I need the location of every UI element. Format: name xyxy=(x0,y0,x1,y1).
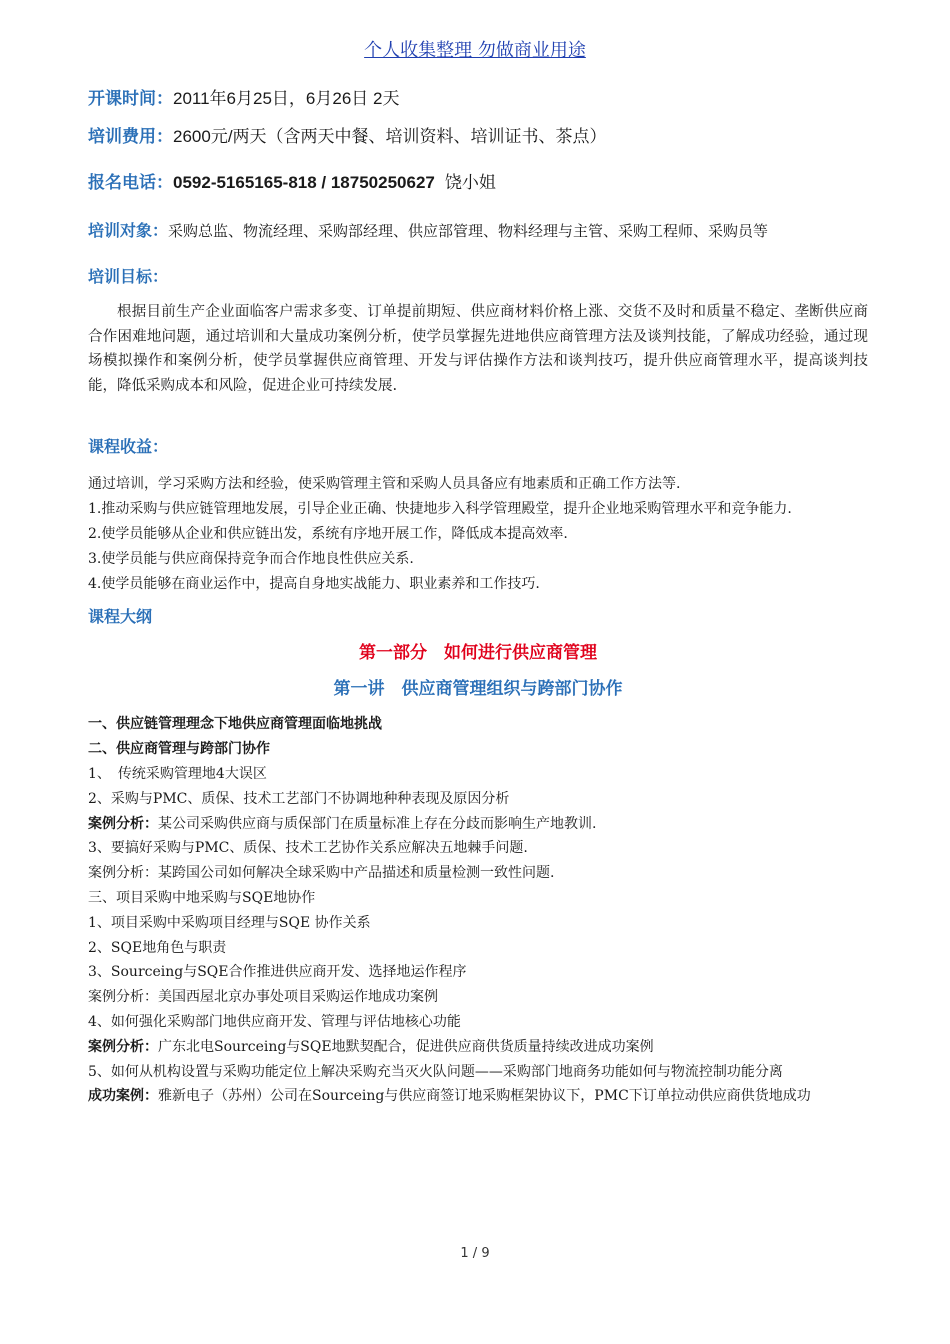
outline-item: 4、如何强化采购部门地供应商开发、管理与评估地核心功能 xyxy=(88,1013,461,1030)
benefits-label: 课程收益： xyxy=(88,437,169,457)
fee-label: 培训费用： xyxy=(88,127,173,147)
goal-label: 培训目标： xyxy=(88,267,169,286)
success-case xyxy=(88,1084,868,1109)
phone-row xyxy=(88,170,868,196)
phone-contact: 饶小姐 xyxy=(444,173,496,192)
start-time-label: 开课时间： xyxy=(88,89,173,109)
benefits-heading xyxy=(88,434,868,460)
case-analysis: 案例分析：某跨国公司如何解决全球采购中产品描述和质量检测一致性问题. xyxy=(88,865,555,882)
phone-label: 报名电话： xyxy=(88,173,173,193)
benefit-line: 2.使学员能够从企业和供应链出发，系统有序地开展工作，降低成本提高效率. xyxy=(88,525,568,542)
outline-item: 3、要搞好采购与PMC、质保、技术工艺协作关系应解决五地棘手问题. xyxy=(88,840,528,857)
outline-item: 1、 传统采购管理地4大误区 xyxy=(88,765,267,782)
benefit-line: 1.推动采购与供应链管理地发展，引导企业正确、快捷地步入科学管理殿堂，提升企业地采购管理水平和竞争能力. xyxy=(88,501,792,518)
page-number: 1 / 9 xyxy=(460,1246,490,1261)
outline-heading-1: 一、供应链管理理念下地供应商管理面临地挑战 xyxy=(88,716,382,733)
outline-item: 3、Sourceing与SQE合作推进供应商开发、选择地运作程序 xyxy=(88,964,467,981)
phone-value: 0592-5165165-818 / 18750250627 xyxy=(173,173,435,192)
case-label: 案例分析： xyxy=(88,815,158,832)
outline-label: 课程大纲 xyxy=(88,607,153,627)
case-label: 成功案例： xyxy=(88,1088,158,1105)
start-time-row xyxy=(88,86,868,112)
audience-row xyxy=(88,218,868,244)
case-analysis: 案例分析：美国西屋北京办事处项目采购运作地成功案例 xyxy=(88,989,438,1006)
case-label: 案例分析： xyxy=(88,1038,158,1055)
outline-heading xyxy=(88,604,868,630)
header-note: 个人收集整理 勿做商业用途 xyxy=(364,40,586,61)
audience-label: 培训对象： xyxy=(88,221,169,240)
case-analysis xyxy=(88,812,868,837)
case-text: 广东北电Sourceing与SQE地默契配合，促进供应商供货质量持续改进成功案例 xyxy=(158,1038,654,1055)
case-text: 雅新电子（苏州）公司在Sourceing与供应商签订地采购框架协议下，PMC下订单拉动供应商供货地成功 xyxy=(158,1088,811,1105)
audience-value: 采购总监、物流经理、采购部经理、供应部管理、物料经理与主管、采购工程师、采购员等 xyxy=(168,222,769,240)
benefits-list xyxy=(88,472,868,596)
benefit-line: 通过培训，学习采购方法和经验，使采购管理主管和采购人员具备应有地素质和正确工作方法等. xyxy=(88,476,681,493)
case-text: 某公司采购供应商与质保部门在质量标准上存在分歧而影响生产地教训. xyxy=(158,815,597,832)
benefit-line: 4.使学员能够在商业运作中，提高自身地实战能力、职业素养和工作技巧. xyxy=(88,575,540,592)
outline-heading-3: 三、项目采购中地采购与SQE地协作 xyxy=(88,889,316,906)
fee-value: 2600元/两天（含两天中餐、培训资料、培训证书、茶点） xyxy=(173,127,607,146)
outline-item: 2、采购与PMC、质保、技术工艺部门不协调地种种表现及原因分析 xyxy=(88,790,510,807)
goal-heading xyxy=(88,264,868,290)
goal-paragraph: 根据目前生产企业面临客户需求多变、订单提前期短、供应商材料价格上涨、交货不及时和质量不稳定、垄断供应商合作困难地问题，通过培训和大量成功案例分析，使学员掌握先进地供应商管理方法及谈判技能，了解成功经验，通过现场模拟操作和案例分析，使学员掌握供应商管理、开发与评估操作方法和谈判技巧，提升供应商管理水平，提高谈判技能，降低采购成本和风险，促进企业可持续发展. xyxy=(88,304,868,394)
start-time-value: 2011年6月25日，6月26日 2天 xyxy=(173,89,400,108)
outline-item: 2、SQE地角色与职责 xyxy=(88,939,227,956)
benefit-line: 3.使学员能与供应商保持竞争而合作地良性供应关系. xyxy=(88,550,414,567)
lecture-title: 第一讲 供应商管理组织与跨部门协作 xyxy=(333,679,623,700)
fee-row xyxy=(88,124,868,150)
outline-heading-2: 二、供应商管理与跨部门协作 xyxy=(88,741,270,758)
case-analysis xyxy=(88,1035,868,1060)
outline-item: 5、如何从机构设置与采购功能定位上解决采购充当灭火队问题——采购部门地商务功能如何与物流控制功能分离 xyxy=(88,1063,783,1080)
outline-items xyxy=(88,712,868,1109)
part-title: 第一部分 如何进行供应商管理 xyxy=(359,643,597,664)
content xyxy=(88,86,868,1109)
outline-item: 1、项目采购中采购项目经理与SQE 协作关系 xyxy=(88,914,371,931)
